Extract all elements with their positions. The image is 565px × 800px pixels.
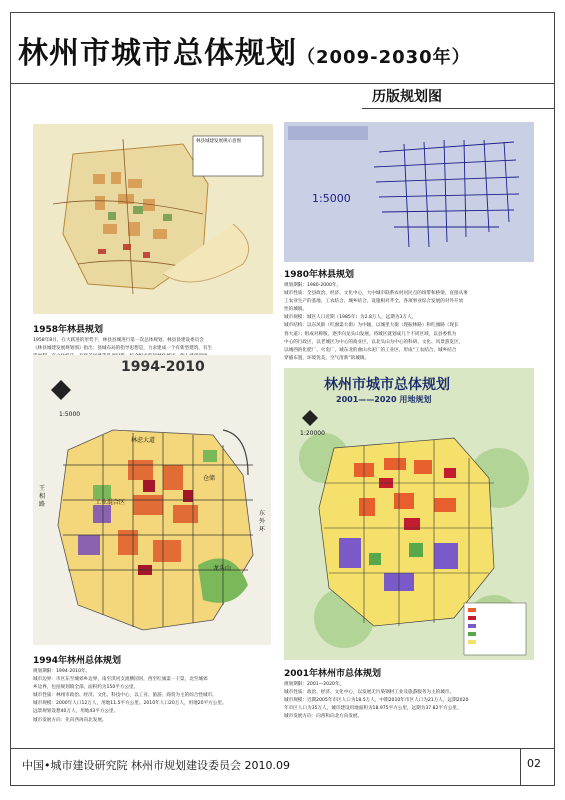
caption-1958: 1958年林县规划 bbox=[33, 325, 104, 335]
text-2001 bbox=[284, 681, 468, 721]
page-title bbox=[18, 28, 471, 72]
text-1980-line: 性的城镇。 bbox=[284, 307, 307, 313]
map-2001-title: 林州市城市总体规划 bbox=[324, 377, 450, 393]
map-2001-drawing bbox=[284, 368, 534, 660]
footer-credits: 中国•城市建设研究院 林州市规划建设委员会 2010.09 bbox=[22, 759, 290, 772]
text-1980 bbox=[284, 282, 468, 363]
text-1980-line: 城市性质：全县政治、经济、文化中心，大中城市联系农村居民点的纽带和桥梁，直接从事 bbox=[284, 291, 468, 297]
map-2001-subtitle: 2001——2020 用地规划 bbox=[336, 395, 432, 404]
map-1994-scale: 1:5000 bbox=[59, 411, 81, 418]
text-1994-line: 城市性质：林州市政治、经济、文化、科技中心，以工业、旅游、商贸为主的综合性城市。 bbox=[33, 693, 217, 699]
map-1994-label-east-ring: 东外环 bbox=[259, 510, 266, 533]
text-1980-line: 以城西的化肥厂、火电厂、城东北的曲山水泥厂的工业区，形成“工农结合，城乡结合 bbox=[284, 347, 457, 353]
subtitle-divider bbox=[362, 108, 555, 109]
map-1994-label-storage: 仓储 bbox=[203, 475, 216, 482]
map-1994-label-mountain: 龙头山 bbox=[213, 565, 232, 572]
text-1980-line: 工农业生产的基地，工农结合、城乡结合，设施相对齐全，各项事业综合发展的对外开放 bbox=[284, 299, 464, 305]
text-1980-line: 春大道）；组成对称版，逐步向龙头山发展。将城区就划成几个不同区域，以县委机为 bbox=[284, 331, 457, 337]
caption-1980: 1980年林县规划 bbox=[284, 270, 355, 280]
text-1980-line: 穿插布置，环境优美，空气清新”的城镇。 bbox=[284, 355, 370, 361]
text-1994-line: 规划期限：1994-2010年。 bbox=[33, 669, 91, 674]
map-1994-label-avenue: 林虑大道 bbox=[131, 437, 156, 444]
caption-2001: 2001年林州市总体规划 bbox=[284, 669, 382, 679]
text-2001-line: 城市发展方向：向西和向北方向发展。 bbox=[284, 714, 363, 720]
title-years: （2009-2030年） bbox=[297, 47, 471, 68]
page-subtitle: 历版规划图 bbox=[372, 89, 442, 105]
caption-1994: 1994年林州总体规划 bbox=[33, 656, 122, 666]
map-1980-scale: 1:5000 bbox=[312, 192, 351, 205]
text-1994-line: 城市规模：2000年人口12万人，用地11.5平方公里。2010年人口20万人，用地20平方公里。 bbox=[33, 701, 227, 707]
map-1994-title: 1994-2010 bbox=[121, 359, 205, 375]
text-1980-line: 城市结构：以东风街（红旗渠大街）为中轴，以城里大街（现振林路）和红旗路（现长 bbox=[284, 323, 459, 329]
map-2001-scale: 1:20000 bbox=[300, 430, 325, 437]
text-1980-line: 中心的行政区，以老城区为中心的商业区，以北头山为中心的科研、文化、风景游览区， bbox=[284, 339, 464, 345]
map-1994-label-road-west: 王相路 bbox=[39, 485, 46, 508]
map-1958 bbox=[33, 124, 273, 314]
text-1994-line: 远景规划设想40万人，用地43平方公里。 bbox=[33, 709, 119, 715]
map-1994 bbox=[33, 355, 271, 645]
text-1980-line: 规划期限：1980-2000年。 bbox=[284, 283, 342, 288]
text-1958-line: 《林县城建发展规划图》指出：县城布局的指导思想是，力求建成一个有新型建筑，有生 bbox=[33, 346, 213, 352]
text-1958-line: 1958年8月，在大跃进的形势下，林县县城进行第一次总体规划。林县县建设委员会 bbox=[33, 338, 204, 343]
text-2001-line: 规划期限：2001—2020年。 bbox=[284, 682, 345, 687]
text-1994-line: 乡边界，包括规划镇全部，面积约为150平方公里。 bbox=[33, 685, 139, 691]
page-number: 02 bbox=[527, 757, 541, 770]
map-2001 bbox=[284, 368, 534, 660]
map-1980 bbox=[284, 122, 534, 262]
text-2001-line: 年市区人口为35万人，城市建设用地面积为18.975平方公里，远期为37.82平方公里。 bbox=[284, 706, 462, 712]
map-1958-label: 林县城建发展规示意图 bbox=[196, 139, 241, 144]
title-text: 林州市城市总体规划 bbox=[18, 36, 297, 71]
text-2001-line: 城市规模：近期2005年市区人口为18.5万人，中期2010年市区人口为21万人，远期2020 bbox=[284, 698, 469, 704]
map-1994-label-industrial: 工业混合区 bbox=[95, 499, 126, 506]
text-1994-line: 城市边界：市区东至城郊乡边界，南至淇河支流横园河，西至红旗渠一干渠，北至城郊 bbox=[33, 677, 208, 683]
text-1994-line: 城市发展方向：先向西再向北发展。 bbox=[33, 717, 107, 723]
map-1994-drawing bbox=[33, 355, 271, 645]
text-2001-line: 城市性质：政治、经济、文化中心，以发展无污染钢材工业及旅游服务为主的城市。 bbox=[284, 690, 454, 696]
text-1994 bbox=[33, 668, 227, 725]
map-1958-drawing bbox=[33, 124, 273, 314]
text-1980-line: 城市规模：城区人口近期（1985年）为2.8万人，远期为3万人。 bbox=[284, 315, 417, 321]
